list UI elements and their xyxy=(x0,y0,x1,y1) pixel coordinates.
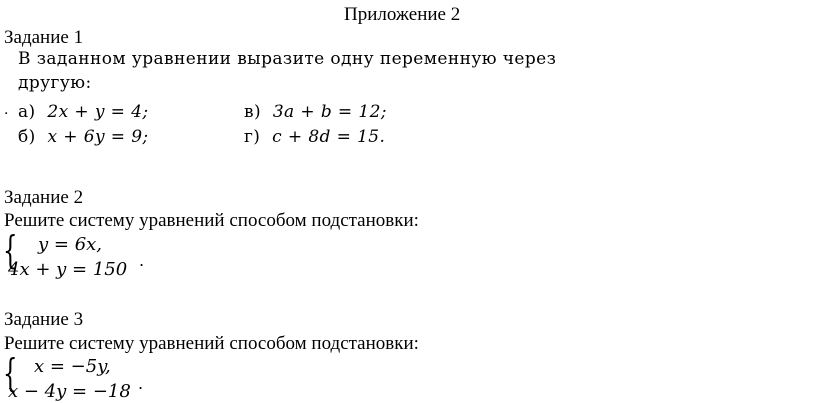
item-equation: 2x + y = 4; xyxy=(47,102,149,122)
task1-item-g xyxy=(244,127,385,147)
task2-eq1: y = 6x, xyxy=(38,234,103,255)
task1-bullet: . xyxy=(4,102,9,118)
item-label: а) xyxy=(18,102,36,122)
task2-eq2: 4x + y = 150 xyxy=(8,259,128,280)
task2-system-brace: { xyxy=(3,228,18,272)
item-equation: x + 6y = 9; xyxy=(47,127,149,147)
task1-title: Задание 1 xyxy=(4,27,84,48)
task2-title: Задание 2 xyxy=(4,187,84,208)
task3-eq1: x = −5y, xyxy=(34,356,111,377)
task3-title: Задание 3 xyxy=(4,309,84,330)
task1-item-v xyxy=(244,102,387,122)
item-label: в) xyxy=(244,102,262,122)
appendix-title: Приложение 2 xyxy=(344,4,461,25)
item-label: г) xyxy=(244,127,261,147)
task1-item-a xyxy=(18,102,148,122)
task3-eq2: x − 4y = −18 xyxy=(8,381,131,402)
task1-instruction-line2: другую: xyxy=(18,73,92,93)
item-label: б) xyxy=(18,127,36,147)
task3-end-dot: . xyxy=(138,374,144,393)
item-equation: c + 8d = 15. xyxy=(272,127,386,147)
task2-instruction: Решите систему уравнений способом подстановки: xyxy=(4,210,419,231)
task3-instruction: Решите систему уравнений способом подстановки: xyxy=(4,333,419,354)
item-equation: 3a + b = 12; xyxy=(272,102,387,122)
task2-end-dot: . xyxy=(139,251,145,270)
task1-instruction-line1: В заданном уравнении выразите одну переменную через xyxy=(18,49,557,69)
task3-system-brace: { xyxy=(3,351,18,395)
task1-item-b xyxy=(18,127,149,147)
